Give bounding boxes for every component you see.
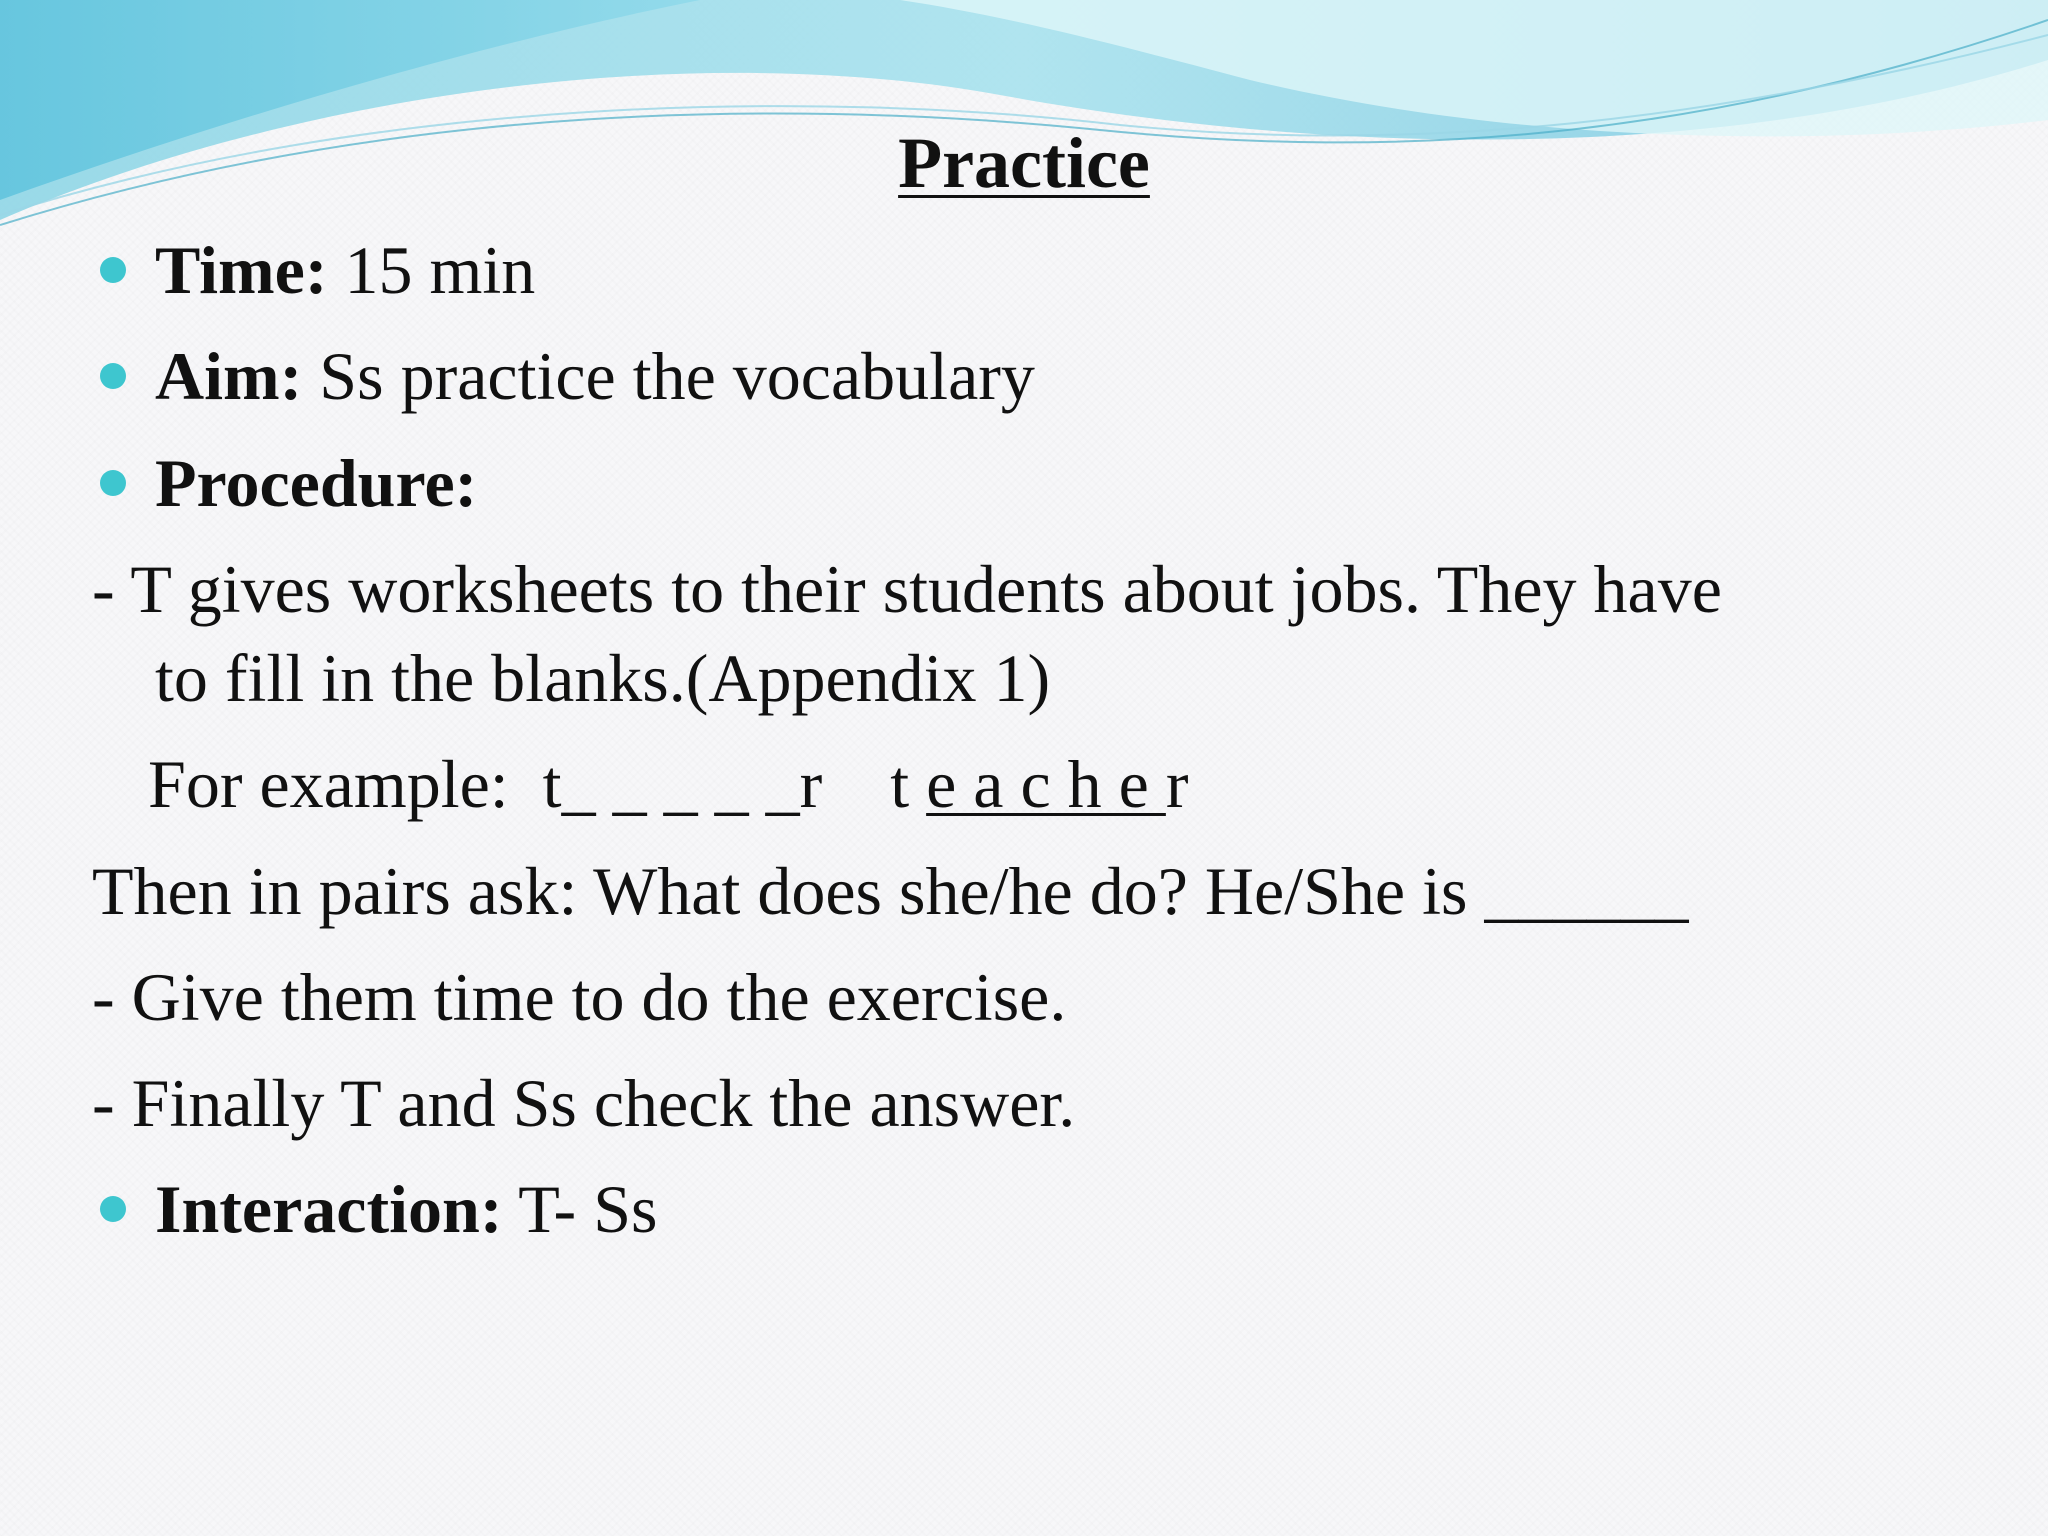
pairs-line: Then in pairs ask: What does she/he do? He/She is ______ [92,853,1689,929]
example-suffix: r [1165,746,1189,822]
procedure-step-1b: to fill in the blanks.(Appendix 1) [155,640,1051,716]
aim-value: Ss practice the vocabulary [302,338,1035,414]
example-line [148,742,1189,826]
bullet-icon [100,363,126,389]
finally-line: - Finally T and Ss check the answer. [92,1065,1076,1141]
procedure-step-1a: - T gives worksheets to their students about jobs. They have [92,551,1722,627]
procedure-line [155,441,477,525]
procedure-label: Procedure: [155,445,478,521]
aim-label: Aim: [155,338,303,414]
bullet-icon [100,1196,126,1222]
example-answer: e a c h e [926,746,1166,822]
example-prefix: For example: t_ _ _ _ _r t [148,746,927,822]
time-label: Time: [155,232,328,308]
bullet-icon [100,470,126,496]
slide-title: Practice [898,123,1150,203]
interaction-line [155,1167,657,1251]
interaction-value: T- Ss [502,1171,658,1247]
interaction-label: Interaction: [155,1171,503,1247]
time-value: 15 min [327,232,536,308]
bullet-icon [100,257,126,283]
aim-line [155,334,1035,418]
give-time-line: - Give them time to do the exercise. [92,959,1067,1035]
time-line [155,228,535,312]
